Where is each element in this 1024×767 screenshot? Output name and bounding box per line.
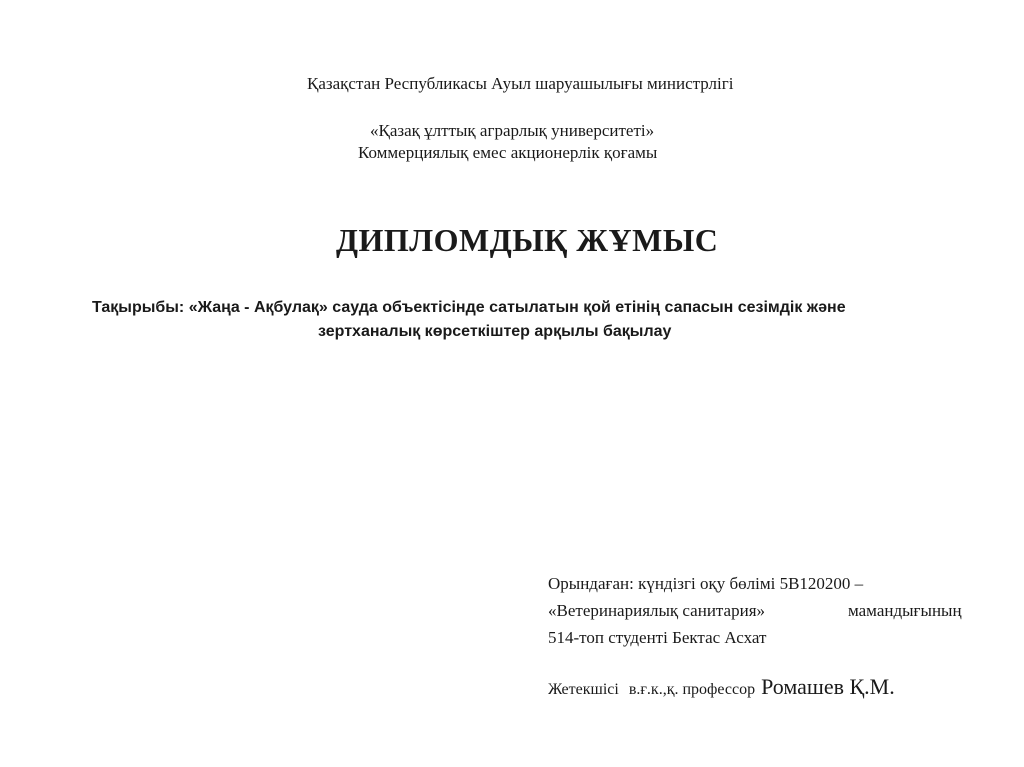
university-name: «Қазақ ұлттық аграрлық университеті» xyxy=(370,121,655,140)
supervisor-line xyxy=(548,676,895,698)
document-title: ДИПЛОМДЫҚ ЖҰМЫС xyxy=(336,222,719,258)
specialty-name: «Ветеринариялық санитария» xyxy=(548,601,766,620)
author-line-3: 514-топ студенті Бектас Асхат xyxy=(548,628,767,647)
supervisor-degree: в.ғ.к.,қ. профессор xyxy=(628,681,756,698)
ministry-name: Қазақстан Республикасы Ауыл шаруашылығы министрлігі xyxy=(307,74,734,93)
supervisor-label: Жетекшісі xyxy=(548,681,619,698)
author-line-1: Орындаған: күндізгі оқу бөлімі 5В120200 – xyxy=(548,574,864,593)
company-type: Коммерциялық емес акционерлік қоғамы xyxy=(358,143,658,162)
topic-line-1: Тақырыбы: «Жаңа - Ақбулақ» сауда объектісінде сатылатын қой етінің сапасын сезімдік және xyxy=(92,299,846,316)
specialty-suffix: мамандығының xyxy=(848,601,962,620)
topic-line-2: зертханалық көрсеткіштер арқылы бақылау xyxy=(318,323,672,340)
supervisor-name: Ромашев Қ.М. xyxy=(761,674,895,699)
